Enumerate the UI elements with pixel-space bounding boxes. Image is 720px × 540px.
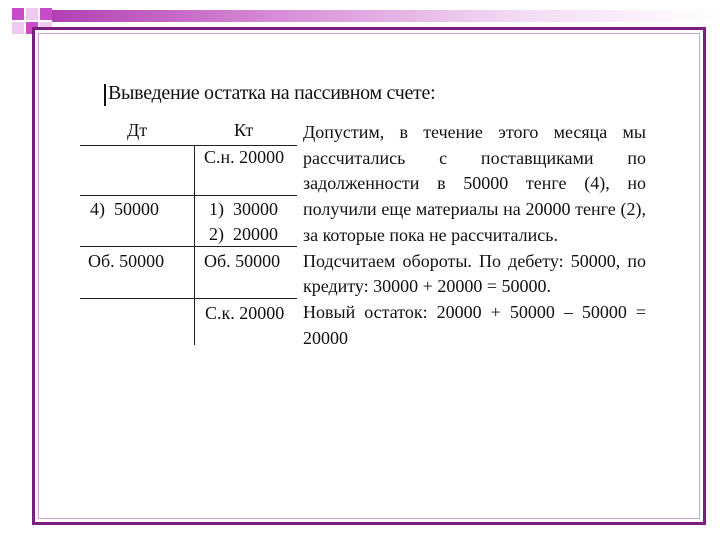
credit-header: Кт [234,120,254,140]
credit-entry: 2) 20000 [209,224,278,244]
t-account-top-line [80,145,297,146]
explanation-paragraph: Новый остаток: 20000 + 50000 – 50000 = 20000 [303,301,646,348]
accent-square [40,8,52,20]
t-account-line [80,195,297,196]
text-cursor [104,84,106,106]
credit-opening-balance: С.н. 20000 [204,147,285,167]
explanation-paragraph: Подсчитаем обороты. По дебету: 50000, по кредиту: 30000 + 20000 = 50000. [303,250,646,297]
t-account-line [80,246,297,247]
explanation-paragraph: Допустим, в течение этого месяца мы рассчитались с поставщиками по задолженности в 50000 тенге (4), но получили еще материалы на 20000 тенге (2), за которые пока не рассчитались. [303,122,646,245]
credit-turnover: Об. 50000 [204,251,281,271]
t-account-divider [194,145,195,345]
header-gradient-bar [52,10,720,22]
debit-header: Дт [127,120,148,140]
t-account-line [80,298,297,299]
accent-square [12,8,24,20]
explanation-text [303,120,646,351]
slide-title: Выведение остатка на пассивном счете: [108,82,436,104]
accent-square [26,8,38,20]
credit-closing-balance: С.к. 20000 [205,303,285,323]
credit-entry: 1) 30000 [209,199,278,219]
debit-turnover: Об. 50000 [88,251,165,271]
debit-entry: 4) 50000 [90,199,159,219]
accent-square [12,22,24,34]
